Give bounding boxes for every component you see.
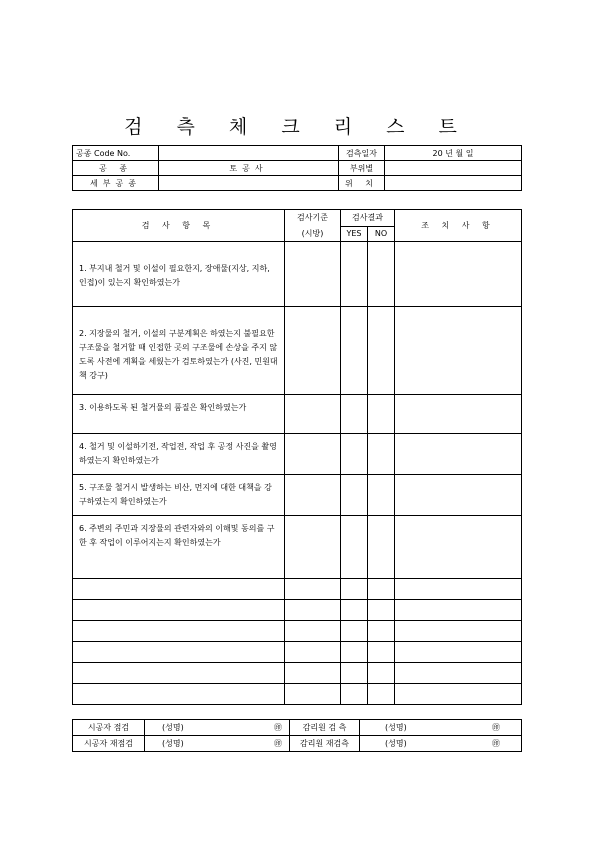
criteria-cell[interactable]: [285, 395, 341, 434]
code-value[interactable]: [159, 146, 339, 161]
header-criteria: [285, 210, 341, 242]
blank-cell[interactable]: [395, 579, 522, 600]
seal-icon: ㊞: [492, 739, 500, 748]
blank-cell[interactable]: [73, 684, 285, 705]
contractor-check-label: 시공자 점검: [73, 720, 145, 736]
header-criteria-label: 검사기준: [297, 213, 328, 222]
check-item-5: 5. 구조물 철거시 발생하는 비산, 먼지에 대한 대책을 강구하였는지 확인하였는가: [73, 475, 285, 516]
blank-cell[interactable]: [395, 642, 522, 663]
work-label: 공 종: [73, 161, 159, 176]
supervisor-reinspect-label: 감리원 재검측: [290, 736, 360, 752]
sign-name-placeholder: (성명): [385, 723, 407, 732]
date-label: 검측일자: [339, 146, 385, 161]
header-yes: YES: [341, 226, 368, 241]
supervisor-inspect-label: 감리원 검 측: [290, 720, 360, 736]
action-cell[interactable]: [395, 242, 522, 307]
sign-name-placeholder: (성명): [162, 739, 184, 748]
no-cell[interactable]: [368, 242, 395, 307]
blank-cell[interactable]: [285, 684, 341, 705]
criteria-cell[interactable]: [285, 434, 341, 475]
blank-cell[interactable]: [341, 579, 368, 600]
supervisor-inspect-sign[interactable]: [360, 720, 522, 736]
code-label: 공종 Code No.: [73, 146, 159, 161]
criteria-cell[interactable]: [285, 475, 341, 516]
yes-cell[interactable]: [341, 516, 368, 579]
blank-cell[interactable]: [368, 684, 395, 705]
yes-cell[interactable]: [341, 475, 368, 516]
blank-cell[interactable]: [285, 579, 341, 600]
location-label: 위 치: [339, 176, 385, 191]
seal-icon: ㊞: [274, 739, 282, 748]
seal-icon: ㊞: [274, 723, 282, 732]
contractor-recheck-sign[interactable]: [145, 736, 290, 752]
contractor-check-sign[interactable]: [145, 720, 290, 736]
blank-cell[interactable]: [73, 600, 285, 621]
blank-cell[interactable]: [285, 663, 341, 684]
blank-cell[interactable]: [285, 621, 341, 642]
header-action: 조 치 사 항: [395, 210, 522, 242]
check-item-6: 6. 주변의 주민과 지장물의 관련자와의 이해및 동의를 구한 후 작업이 이루어지는지 확인하였는가: [73, 516, 285, 579]
criteria-cell[interactable]: [285, 307, 341, 395]
date-value[interactable]: 20 년 월 일: [385, 146, 522, 161]
part-value[interactable]: [385, 161, 522, 176]
action-cell[interactable]: [395, 307, 522, 395]
no-cell[interactable]: [368, 395, 395, 434]
blank-cell[interactable]: [341, 663, 368, 684]
blank-cell[interactable]: [285, 600, 341, 621]
blank-cell[interactable]: [368, 663, 395, 684]
contractor-recheck-label: 시공자 재점검: [73, 736, 145, 752]
blank-cell[interactable]: [341, 684, 368, 705]
criteria-cell[interactable]: [285, 242, 341, 307]
header-result: 검사결과: [341, 210, 395, 227]
work-value: 토공사: [159, 161, 339, 176]
blank-cell[interactable]: [341, 642, 368, 663]
yes-cell[interactable]: [341, 434, 368, 475]
blank-cell[interactable]: [341, 621, 368, 642]
blank-cell[interactable]: [368, 600, 395, 621]
check-item-1: 1. 부지내 철거 및 이설이 필요한지, 장애물(지상, 지하, 인접)이 있는지 확인하였는가: [73, 242, 285, 307]
check-item-3: 3. 이용하도록 된 철거물의 품질은 확인하였는가: [73, 395, 285, 434]
blank-cell[interactable]: [395, 684, 522, 705]
blank-cell[interactable]: [73, 579, 285, 600]
blank-cell[interactable]: [395, 600, 522, 621]
check-item-4: 4. 철거 및 이설하기전, 작업전, 작업 후 공정 사진을 촬영하였는지 확인하였는가: [73, 434, 285, 475]
yes-cell[interactable]: [341, 395, 368, 434]
signature-table: [72, 719, 522, 752]
blank-cell[interactable]: [73, 621, 285, 642]
no-cell[interactable]: [368, 307, 395, 395]
info-table: [72, 145, 522, 191]
criteria-cell[interactable]: [285, 516, 341, 579]
seal-icon: ㊞: [492, 723, 500, 732]
header-criteria-sub: (시방): [301, 229, 324, 238]
action-cell[interactable]: [395, 434, 522, 475]
action-cell[interactable]: [395, 516, 522, 579]
page-title: 검 측 체 크 리 스 트: [124, 116, 471, 138]
blank-cell[interactable]: [73, 663, 285, 684]
blank-cell[interactable]: [341, 600, 368, 621]
blank-cell[interactable]: [368, 621, 395, 642]
blank-cell[interactable]: [73, 642, 285, 663]
header-no: NO: [368, 226, 395, 241]
blank-cell[interactable]: [368, 579, 395, 600]
detail-value[interactable]: [159, 176, 339, 191]
yes-cell[interactable]: [341, 307, 368, 395]
blank-cell[interactable]: [395, 663, 522, 684]
header-item: 검 사 항 목: [73, 210, 285, 242]
no-cell[interactable]: [368, 516, 395, 579]
part-label: 부위별: [339, 161, 385, 176]
location-value[interactable]: [385, 176, 522, 191]
supervisor-reinspect-sign[interactable]: [360, 736, 522, 752]
yes-cell[interactable]: [341, 242, 368, 307]
no-cell[interactable]: [368, 434, 395, 475]
action-cell[interactable]: [395, 395, 522, 434]
checklist-table: [72, 209, 522, 705]
sign-name-placeholder: (성명): [385, 739, 407, 748]
blank-cell[interactable]: [395, 621, 522, 642]
action-cell[interactable]: [395, 475, 522, 516]
check-item-2: 2. 지장물의 철거, 이설의 구분계획은 하였는지 불필요한 구조물을 철거할 때 인접한 곳의 구조물에 손상을 주지 않도록 사전에 계획을 세웠는가 검토하였는가 (사진, 민원대책 강구): [73, 307, 285, 395]
sign-name-placeholder: (성명): [162, 723, 184, 732]
detail-label: 세부공종: [73, 176, 159, 191]
blank-cell[interactable]: [368, 642, 395, 663]
blank-cell[interactable]: [285, 642, 341, 663]
no-cell[interactable]: [368, 475, 395, 516]
